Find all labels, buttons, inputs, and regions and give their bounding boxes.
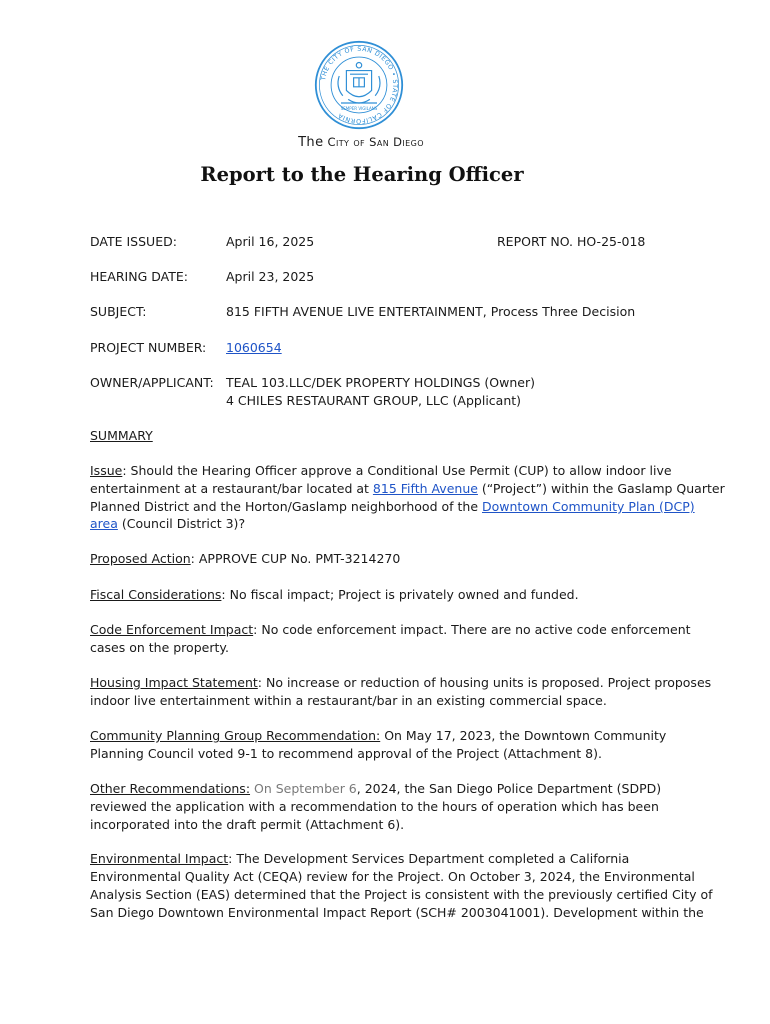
summary-heading: SUMMARY	[90, 428, 153, 443]
proposed-action-text: : APPROVE CUP No. PMT-3214270	[190, 551, 401, 566]
cpg-label: Community Planning Group Recommendation:	[90, 728, 381, 743]
issue-line-1	[90, 463, 672, 478]
housing-impact-line-2: indoor live entertainment within a restaurant/bar in an existing commercial space.	[90, 693, 607, 708]
issue-text-2a: entertainment at a restaurant/bar located at	[90, 481, 373, 496]
date-issued-value: April 16, 2025	[226, 234, 315, 249]
issue-text-4b: (Council District 3)?	[117, 516, 246, 531]
other-recommendations-line-2: reviewed the application with a recommendation to the hours of operation which has been	[90, 799, 659, 814]
environmental-impact-line-4: San Diego Downtown Environmental Impact Report (SCH# 2003041001). Development within the	[90, 905, 704, 920]
cpg-line-1	[90, 728, 666, 743]
other-recommendations-text-1: , 2024, the San Diego Police Department (SDPD)	[356, 781, 662, 796]
environmental-impact-line-2: Environmental Quality Act (CEQA) review for the Project. On October 3, 2024, the Environmental	[90, 869, 695, 884]
issue-line-3	[90, 499, 695, 514]
proposed-action-label: Proposed Action	[90, 551, 191, 566]
issue-line-4	[90, 516, 245, 531]
report-title: Report to the Hearing Officer	[200, 163, 524, 186]
fiscal-considerations	[90, 587, 579, 602]
seal-ring-text: THE CITY OF SAN DIEGO • STATE OF CALIFORNIA	[320, 45, 399, 125]
code-enforcement-line-2: cases on the property.	[90, 640, 229, 655]
dcp-area-link[interactable]: area	[90, 516, 118, 531]
address-link[interactable]: 815 Fifth Avenue	[372, 481, 478, 496]
code-enforcement-text-1: : No code enforcement impact. There are no active code enforcement	[253, 622, 691, 637]
fiscal-text: : No fiscal impact; Project is privately owned and funded.	[221, 587, 579, 602]
city-name-the: The	[298, 135, 324, 150]
code-enforcement-line-1	[90, 622, 691, 637]
housing-impact-line-1	[90, 675, 711, 690]
environmental-impact-line-3: Analysis Section (EAS) determined that the Project is consistent with the previously certified City of	[90, 887, 713, 902]
cpg-line-2: Planning Council voted 9-1 to recommend approval of the Project (Attachment 8).	[90, 746, 602, 761]
dcp-link[interactable]: Downtown Community Plan (DCP)	[482, 499, 695, 514]
subject-value: 815 FIFTH AVENUE LIVE ENTERTAINMENT, Process Three Decision	[226, 304, 636, 319]
other-recommendations-date: On September 6	[250, 781, 357, 796]
project-number-link[interactable]: 1060654	[226, 340, 282, 355]
subject-label: SUBJECT:	[90, 304, 147, 319]
other-recommendations-label: Other Recommendations:	[90, 781, 251, 796]
cpg-text-1: On May 17, 2023, the Downtown Community	[380, 728, 667, 743]
issue-text-1: : Should the Hearing Officer approve a Conditional Use Permit (CUP) to allow indoor live	[122, 463, 672, 478]
fiscal-label: Fiscal Considerations	[90, 587, 222, 602]
applicant-value: 4 CHILES RESTAURANT GROUP, LLC (Applicant)	[226, 393, 522, 408]
housing-impact-text-1: : No increase or reduction of housing units is proposed. Project proposes	[257, 675, 712, 690]
issue-text-3a: Planned District and the Horton/Gaslamp neighborhood of the	[90, 499, 482, 514]
date-issued-label: DATE ISSUED:	[90, 234, 177, 249]
environmental-impact-label: Environmental Impact	[90, 851, 229, 866]
owner-value: TEAL 103.LLC/DEK PROPERTY HOLDINGS (Owner)	[226, 375, 535, 390]
issue-text-2b: (“Project”) within the Gaslamp Quarter	[477, 481, 725, 496]
other-recommendations-line-1	[90, 781, 661, 796]
owner-applicant-label: OWNER/APPLICANT:	[90, 375, 214, 390]
hearing-date-value: April 23, 2025	[226, 269, 315, 284]
hearing-date-label: HEARING DATE:	[90, 269, 188, 284]
city-seal-logo	[314, 40, 404, 130]
housing-impact-label: Housing Impact Statement	[90, 675, 258, 690]
city-name-rest: City of San Diego	[327, 135, 424, 149]
issue-line-2	[90, 481, 725, 496]
project-number-label: PROJECT NUMBER:	[90, 340, 207, 355]
proposed-action	[90, 551, 400, 566]
environmental-impact-text-1: : The Development Services Department completed a California	[228, 851, 630, 866]
city-name	[0, 135, 722, 150]
report-number: REPORT NO. HO-25-018	[497, 234, 646, 249]
code-enforcement-label: Code Enforcement Impact	[90, 622, 254, 637]
issue-label: Issue	[90, 463, 123, 478]
environmental-impact-line-1	[90, 851, 629, 866]
other-recommendations-line-3: incorporated into the draft permit (Attachment 6).	[90, 817, 405, 832]
seal-motto: SEMPER VIGILANS	[340, 106, 378, 112]
